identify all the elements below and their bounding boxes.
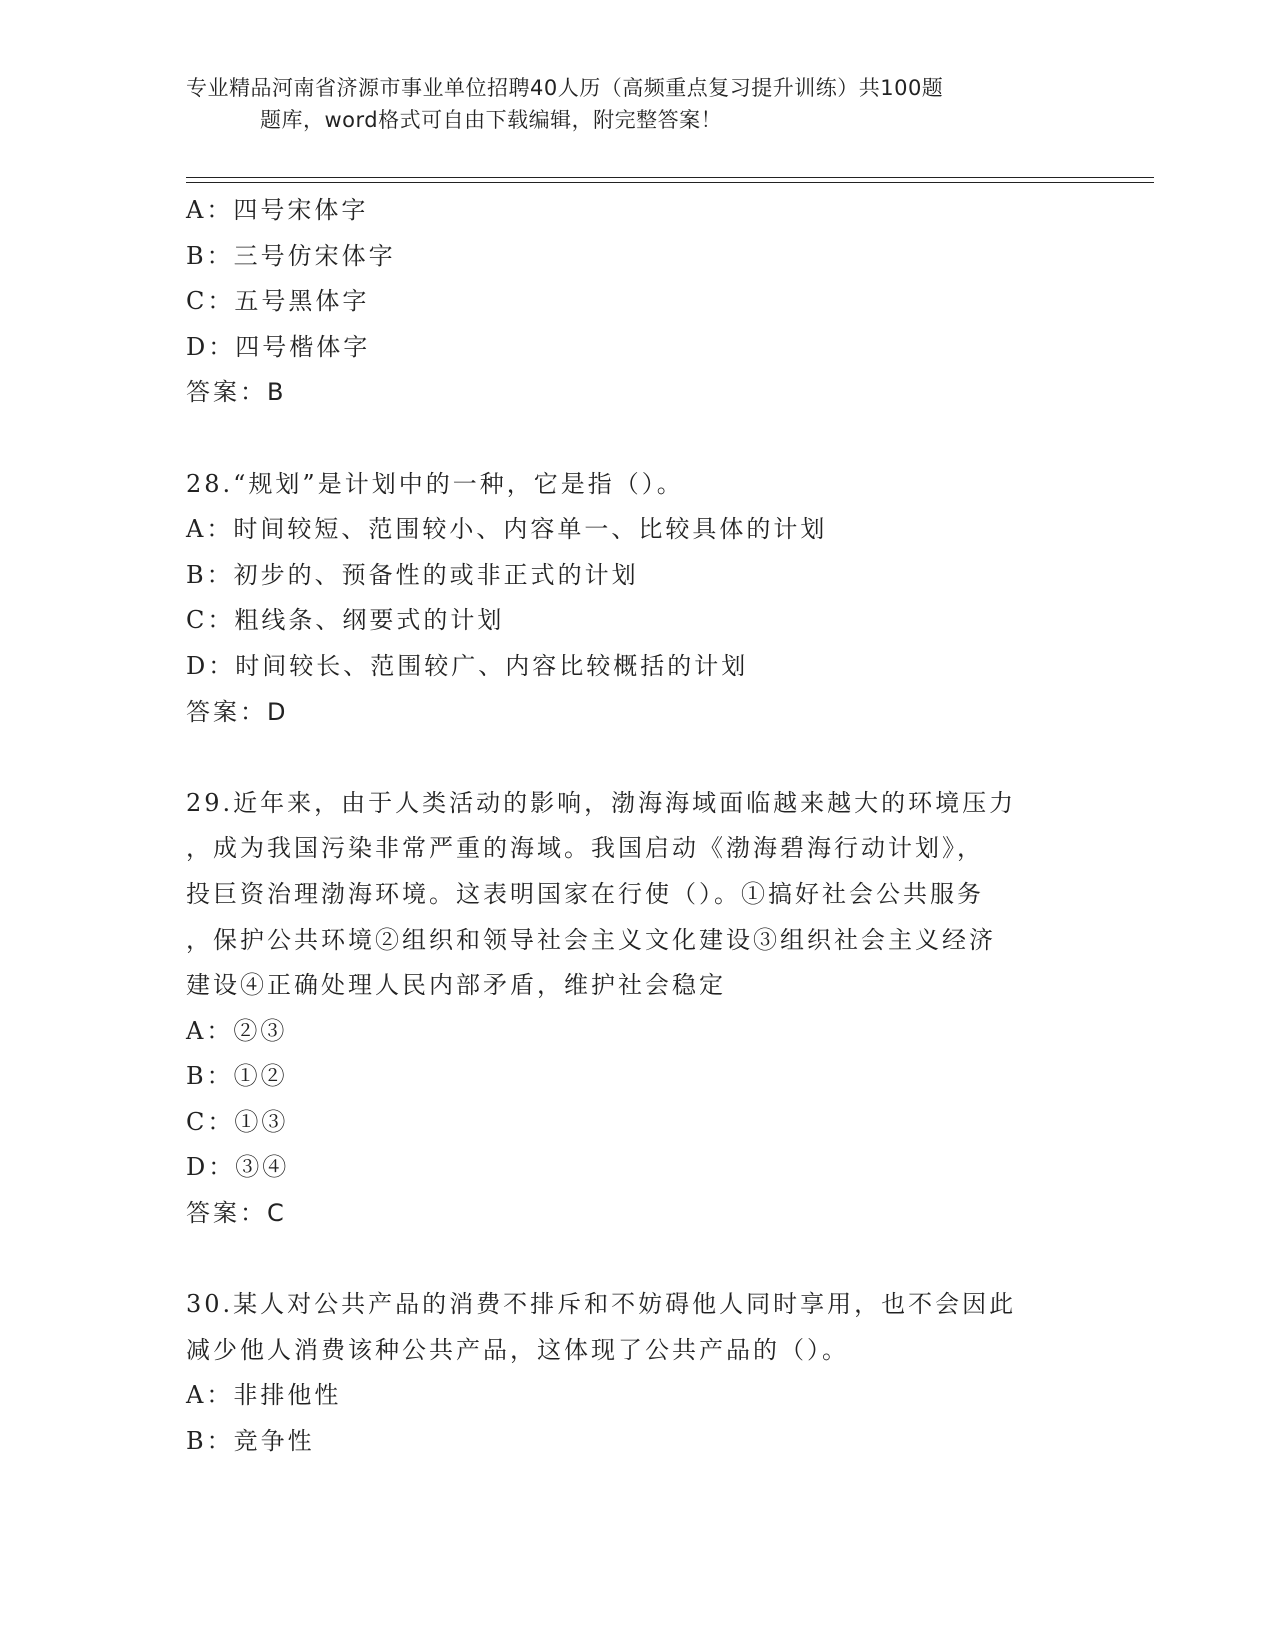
answer-label: 答案： xyxy=(186,1199,267,1228)
option-d: D：时间较长、范围较广、内容比较概括的计划 xyxy=(186,651,749,680)
option-a: A：四号宋体字 xyxy=(186,196,369,224)
option-a: A：②③ xyxy=(186,1016,288,1045)
header-rule-bottom xyxy=(186,182,1154,183)
option-b: B：三号仿宋体字 xyxy=(186,241,396,270)
question-stem-line: 建设④正确处理人民内部矛盾，维护社会稳定 xyxy=(186,971,726,1000)
header-line-2: 题库，word格式可自由下载编辑，附完整答案！ xyxy=(260,108,723,132)
question-stem-line: 投巨资治理渤海环境。这表明国家在行使（）。①搞好社会公共服务 xyxy=(186,879,984,908)
header-rule-top xyxy=(186,177,1154,178)
spacer xyxy=(186,416,1086,462)
answer xyxy=(186,370,1086,416)
option-b: B：竞争性 xyxy=(186,1427,315,1456)
option-b: B：①② xyxy=(186,1062,288,1091)
question-stem-line: 29.近年来，由于人类活动的影响，渤海海域面临越来越大的环境压力 xyxy=(186,788,1017,817)
option-d: D：③④ xyxy=(186,1153,290,1182)
question-stem-line: 30.某人对公共产品的消费不排斥和不妨碍他人同时享用，也不会因此 xyxy=(186,1290,1017,1319)
question-stem-line: ，保护公共环境②组织和领导社会主义文化建设③组织社会主义经济 xyxy=(186,925,996,954)
option-c: C：五号黑体字 xyxy=(186,287,370,316)
answer-value: D xyxy=(267,697,287,726)
question-stem-line: 减少他人消费该种公共产品，这体现了公共产品的（）。 xyxy=(186,1335,849,1364)
answer-label: 答案： xyxy=(186,697,267,726)
question-stem-line: ，成为我国污染非常严重的海域。我国启动《渤海碧海行动计划》， xyxy=(186,834,984,863)
answer-value: C xyxy=(267,1199,285,1228)
option-c: C：粗线条、纲要式的计划 xyxy=(186,606,505,635)
header-line-1: 专业精品河南省济源市事业单位招聘40人历（高频重点复习提升训练）共100题 xyxy=(186,76,944,100)
question-27 xyxy=(186,188,1086,416)
answer xyxy=(186,690,1086,736)
question-28 xyxy=(186,462,1086,736)
option-a: A：非排他性 xyxy=(186,1381,342,1410)
question-list xyxy=(186,188,1086,1465)
option-b: B：初步的、预备性的或非正式的计划 xyxy=(186,560,639,589)
answer-value: B xyxy=(267,378,285,407)
question-stem: 28.“规划”是计划中的一种，它是指（）。 xyxy=(186,469,684,498)
question-29 xyxy=(186,781,1086,1237)
option-a: A：时间较短、范围较小、内容单一、比较具体的计划 xyxy=(186,515,828,544)
option-d: D：四号楷体字 xyxy=(186,332,371,361)
document-header xyxy=(186,72,1066,136)
answer-label: 答案： xyxy=(186,378,267,407)
option-c: C：①③ xyxy=(186,1107,289,1136)
spacer xyxy=(186,735,1086,781)
spacer xyxy=(186,1237,1086,1283)
question-30 xyxy=(186,1282,1086,1464)
answer xyxy=(186,1191,1086,1237)
